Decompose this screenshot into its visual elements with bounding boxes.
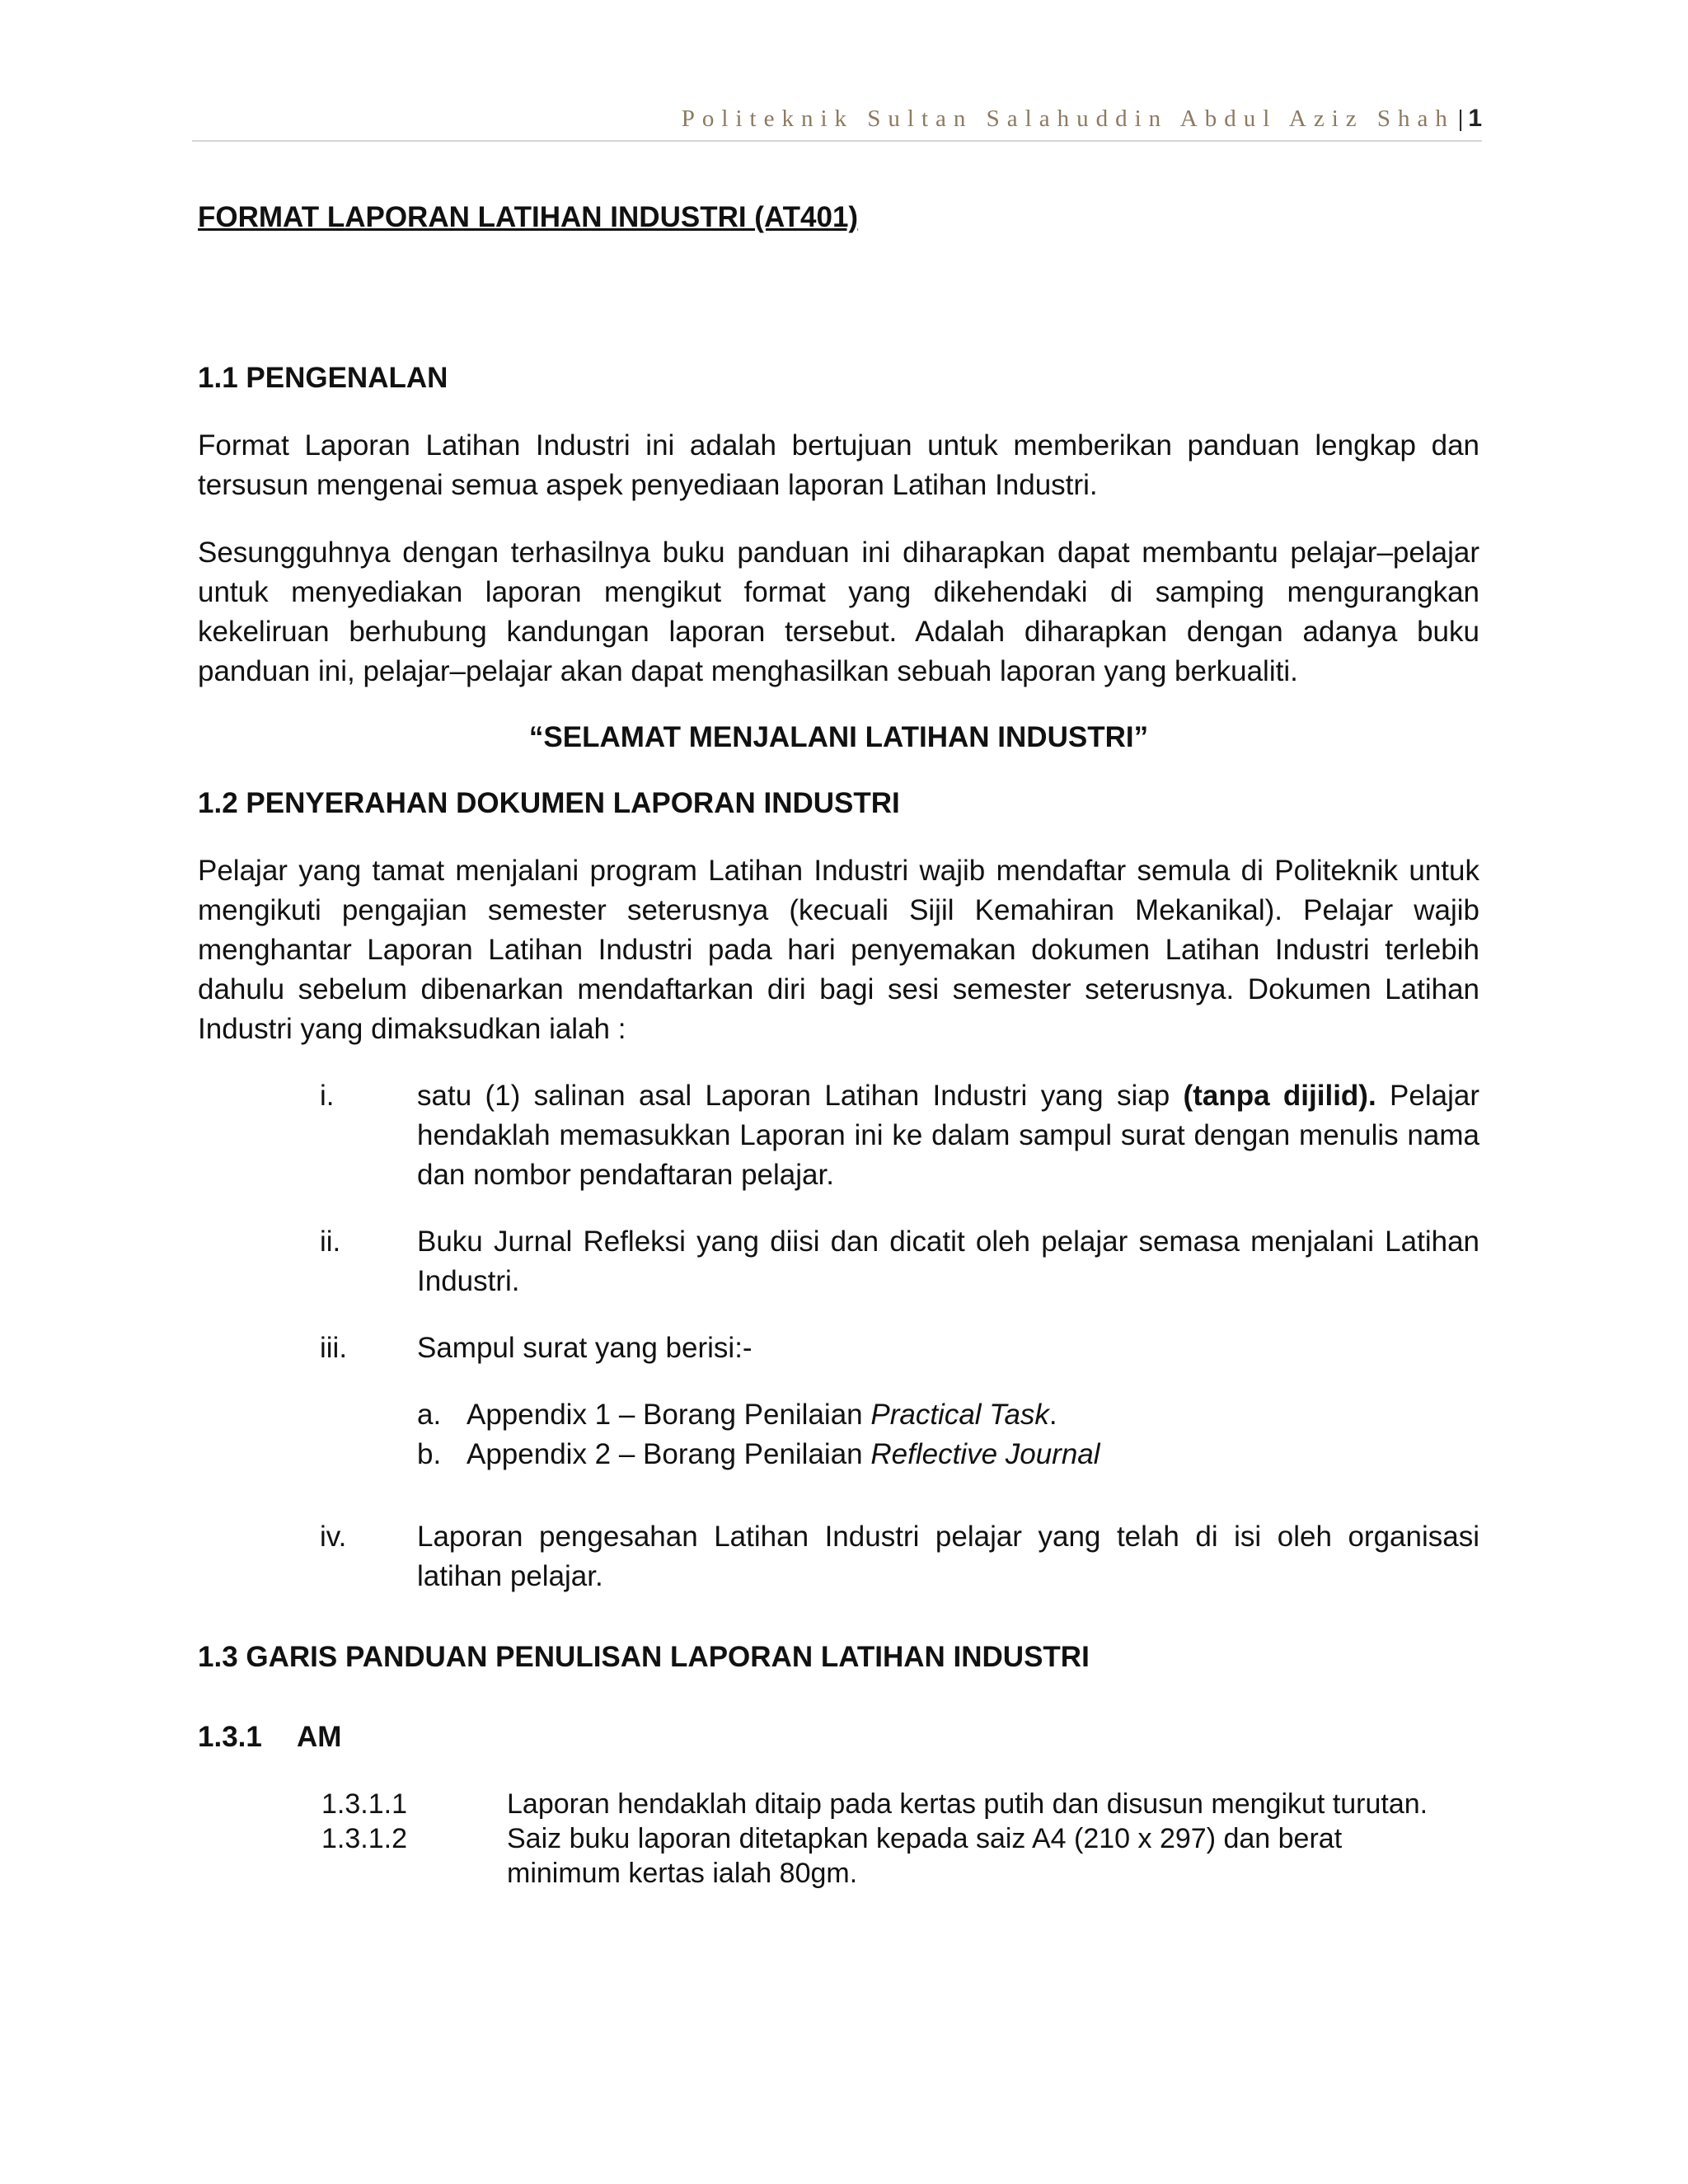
section-1-2-heading: 1.2 PENYERAHAN DOKUMEN LAPORAN INDUSTRI: [198, 787, 900, 819]
sub-list-text: [467, 1435, 1100, 1474]
sub-list-text: [467, 1395, 1057, 1435]
section-1-1-paragraph-1: Format Laporan Latihan Industri ini adalah bertujuan untuk memberikan panduan lengkap dan tersusun mengenai semua aspek penyediaan laporan Latihan Industri.: [198, 429, 1479, 501]
sub-list-letter: a.: [417, 1399, 442, 1431]
list-item: [198, 1329, 1479, 1474]
list-item-bold-text: (tanpa dijilid).: [1183, 1080, 1376, 1112]
section-1-3-1-title: AM: [297, 1721, 342, 1753]
page-number: 1: [1468, 105, 1482, 132]
sub-list: [417, 1395, 1479, 1474]
list-item-text: Laporan pengesahan Latihan Industri pelajar yang telah di isi oleh organisasi latihan pelajar.: [417, 1521, 1479, 1592]
sub-list-letter: b.: [417, 1438, 442, 1470]
list-item-text-part: Pelajar hendaklah memasukkan Laporan ini ke dalam sampul surat dengan menulis nama dan nombor pendaftaran pelajar.: [417, 1080, 1480, 1191]
list-item-number: ii.: [320, 1226, 341, 1258]
am-item-text: Laporan hendaklah ditaip pada kertas putih dan disusun mengikut turutan.: [507, 1788, 1428, 1820]
am-item-number: 1.3.1.2: [321, 1823, 407, 1854]
am-list-item: [198, 1821, 1479, 1891]
list-item-text: Buku Jurnal Refleksi yang diisi dan dicatit oleh pelajar semasa menjalani Latihan Industri.: [417, 1226, 1479, 1297]
document-title: FORMAT LAPORAN LATIHAN INDUSTRI (AT401): [198, 201, 859, 233]
sub-list-text-part: Appendix 2 – Borang Penilaian: [467, 1438, 871, 1470]
document-list: [198, 1076, 1479, 1596]
sub-list-item: [417, 1395, 1479, 1435]
list-item-number: iii.: [320, 1332, 348, 1364]
sub-list-text-part: .: [1048, 1399, 1057, 1431]
section-1-2-paragraph: Pelajar yang tamat menjalani program Latihan Industri wajib mendaftar semula di Politeknik untuk mengikuti pengajian semester seterusnya (kecuali Sijil Kemahiran Mekanikal). Pelajar wajib menghantar Laporan Latihan Industri pada hari penyemakan dokumen Latihan Industri terlebih dahulu sebelum dibenarkan mendaftarkan diri bagi sesi semester seterusnya. Dokumen Latihan Industri yang dimaksudkan ialah :: [198, 855, 1479, 1045]
section-1-1-heading: 1.1 PENGENALAN: [198, 362, 448, 394]
am-item-number: 1.3.1.1: [321, 1788, 407, 1820]
slogan: “SELAMAT MENJALANI LATIHAN INDUSTRI”: [528, 721, 1149, 753]
list-item-label: Sampul surat yang berisi:-: [417, 1332, 753, 1364]
list-item-number: i.: [320, 1080, 335, 1112]
list-item-text: [417, 1329, 1479, 1474]
list-item-number: iv.: [320, 1521, 347, 1553]
am-item-text: Saiz buku laporan ditetapkan kepada saiz A4 (210 x 297) dan berat minimum kertas ialah 80gm.: [507, 1823, 1343, 1889]
page-header: [192, 102, 1482, 142]
sub-list-text-part: Appendix 1 – Borang Penilaian: [467, 1399, 871, 1431]
sub-list-italic: Practical Task: [870, 1399, 1049, 1431]
sub-list-italic: Reflective Journal: [870, 1438, 1100, 1470]
document-body: [198, 191, 1479, 1891]
header-institution: Politeknik Sultan Salahuddin Abdul Aziz Shah: [681, 105, 1455, 132]
section-1-3-1-number: 1.3.1: [198, 1721, 262, 1753]
list-item: [198, 1517, 1479, 1596]
section-1-3-1-heading: [198, 1718, 1479, 1757]
header-separator: |: [1457, 105, 1464, 132]
list-item-text-part: satu (1) salinan asal Laporan Latihan Industri yang siap: [417, 1080, 1184, 1112]
section-1-3-heading: 1.3 GARIS PANDUAN PENULISAN LAPORAN LATIHAN INDUSTRI: [198, 1641, 1090, 1673]
list-item-text: [417, 1076, 1479, 1195]
am-list-item: [198, 1787, 1479, 1821]
list-item: [198, 1076, 1479, 1195]
am-list: [198, 1787, 1479, 1891]
section-1-1-paragraph-2: Sesungguhnya dengan terhasilnya buku panduan ini diharapkan dapat membantu pelajar–pelajar untuk menyediakan laporan mengikut format yang dikehendaki di samping mengurangkan kekeliruan berhubung kandungan laporan tersebut. Adalah diharapkan dengan adanya buku panduan ini, pelajar–pelajar akan dapat menghasilkan sebuah laporan yang berkualiti.: [198, 537, 1479, 687]
sub-list-item: [417, 1435, 1479, 1474]
list-item: [198, 1222, 1479, 1301]
